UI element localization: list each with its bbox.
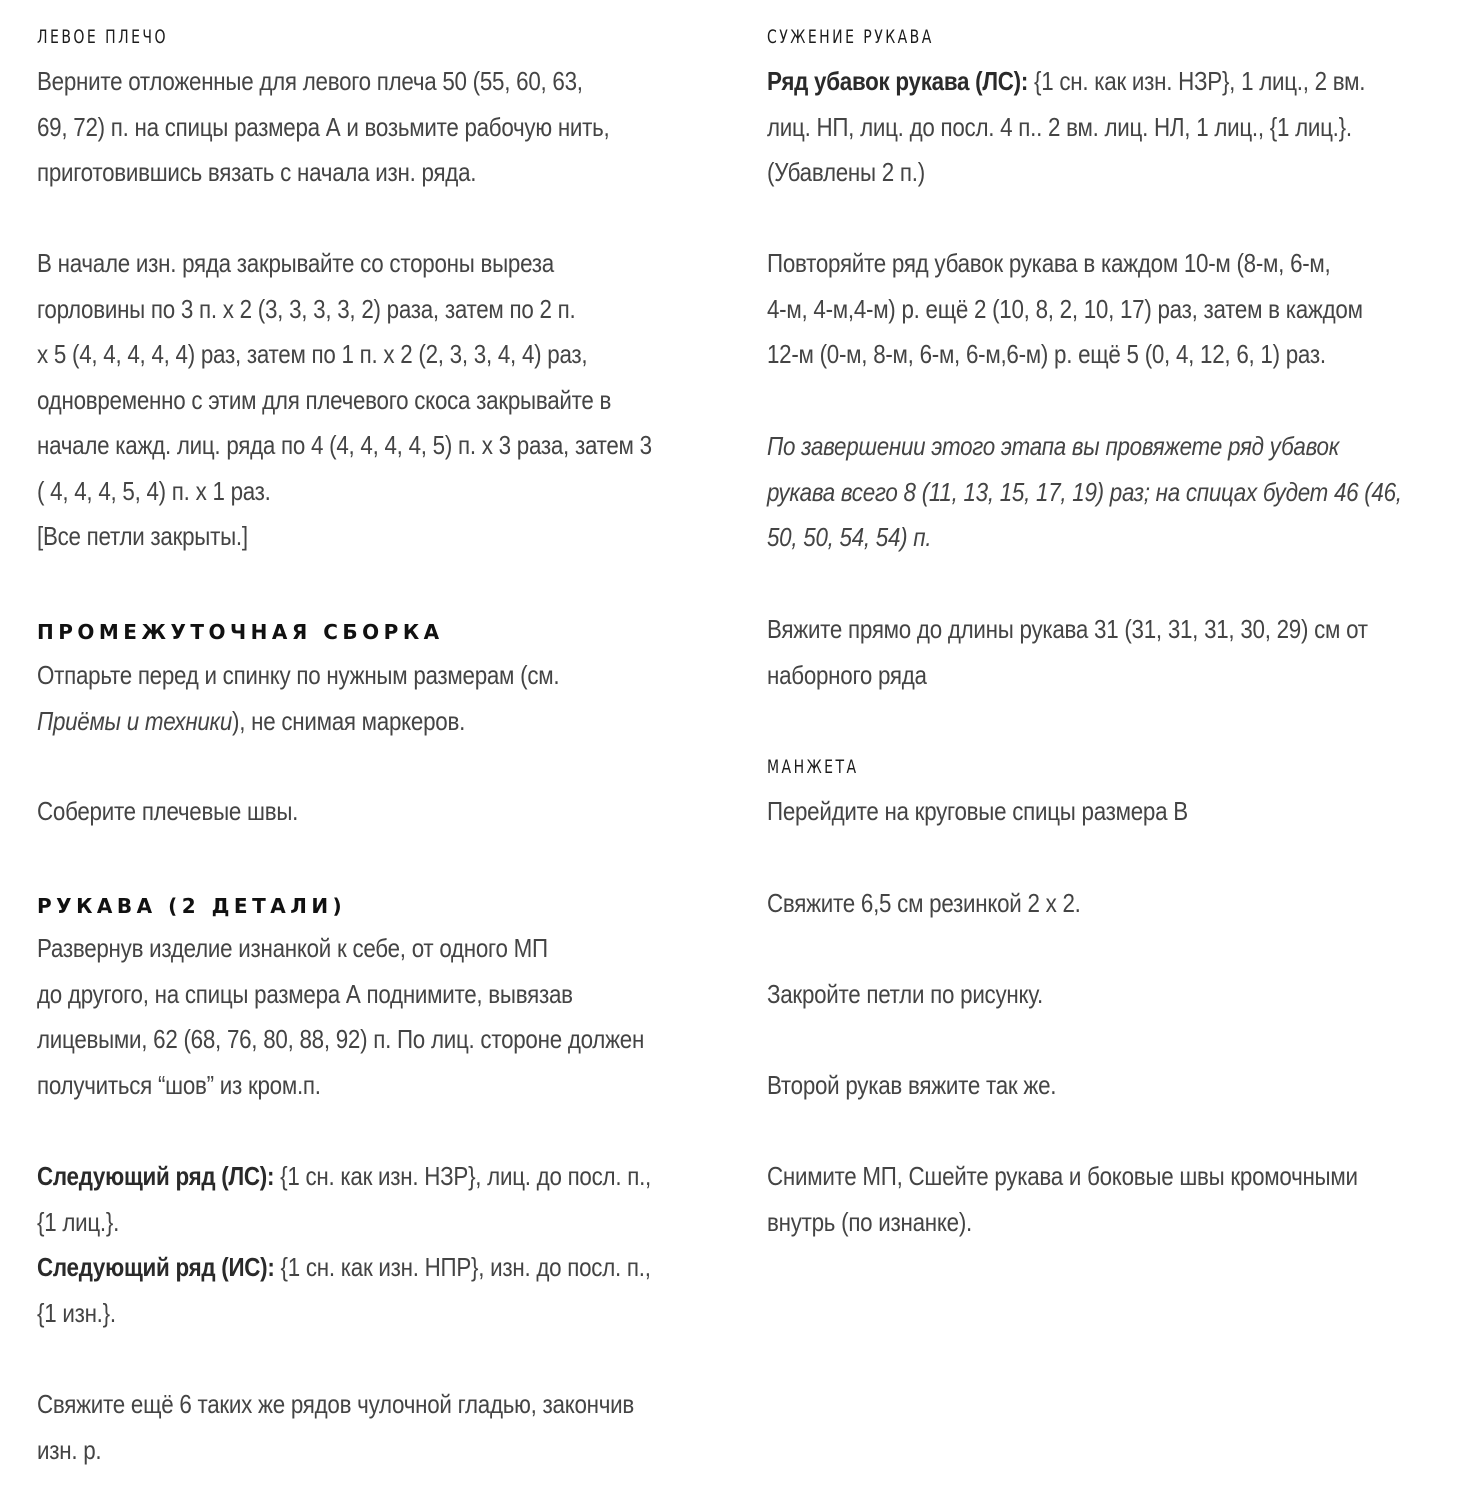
cuff-needles-text: Перейдите на круговые спицы размера В [767, 796, 1188, 826]
ws-row-label: Следующий ряд (ИС): [37, 1252, 275, 1282]
rs-row-label: Следующий ряд (ЛС): [37, 1161, 275, 1191]
repeat-decrease-text: Повторяйте ряд убавок рукава в каждом 10-м (8-м, 6-м, 4-м, 4-м,4-м) р. ещё 2 (10, 8, 2, 10, 17) раз, затем в каждом 12-м (0-м, 8-м, 6-м, 6-м,6-м) р. ещё 5 (0, 4, 12, 6, 1) раз. [767, 248, 1363, 369]
cuff-bindoff-text: Закройте петли по рисунку. [767, 979, 1043, 1009]
decrease-row-text: Ряд убавок рукава (ЛС): {1 сн. как изн. НЗР}, 1 лиц., 2 вм. лиц. НП, лиц. до посл. 4 п.. 2 вм. лиц. НЛ, 1 лиц., {1 лиц.}. (Убавлены 2 п.) [767, 66, 1366, 187]
sleeves-text: Развернув изделие изнанкой к себе, от одного МП до другого, на спицы размера А поднимите, вывязав лицевыми, 62 (68, 76, 80, 88, 92) п. По лиц. стороне должен получиться “шов” из кром.п. [37, 933, 645, 1100]
row-instructions: Следующий ряд (ЛС): {1 сн. как изн. НЗР}, лиц. до посл. п., {1 лиц.}. Следующий ряд (ИС): {1 сн. как изн. НПР}, изн. до посл. п., {1 изн.}. [37, 1161, 651, 1328]
bind-off-text: В начале изн. ряда закрывайте со стороны выреза горловины по 3 п. х 2 (3, 3, 3, 3, 2) раза, затем по 2 п. х 5 (4, 4, 4, 4, 4) раз, затем по 1 п. х 2 (2, 3, 3, 4, 4) раз, одновременно с этим для плечевого скоса закрывайте в начале кажд. лиц. ряда по 4 (4, 4, 4, 4, 5) п. х 3 раза, затем 3 ( 4, 4, 4, 5, 4) п. х 1 раз. [Все петли закрыты.] [37, 248, 652, 551]
second-sleeve-text: Второй рукав вяжите так же. [767, 1070, 1057, 1100]
cuff-ribbing-text: Свяжите 6,5 см резинкой 2 х 2. [767, 888, 1081, 918]
decrease-row-label: Ряд убавок рукава (ЛС): [767, 66, 1029, 96]
shoulder-seams-text: Соберите плечевые швы. [37, 796, 299, 826]
assembly-text: Отпарьте перед и спинку по нужным размерам (см. Приёмы и техники), не снимая маркеров. [37, 660, 560, 736]
straight-knit-text: Вяжите прямо до длины рукава 31 (31, 31, 31, 30, 29) см от наборного ряда [767, 614, 1368, 690]
finishing-text: Снимите МП, Сшейте рукава и боковые швы кромочными внутрь (по изнанке). [767, 1161, 1358, 1237]
cuff-heading: МАНЖЕТА [767, 756, 859, 778]
sleeves-heading: РУКАВА (2 ДЕТАЛИ) [37, 894, 347, 918]
sleeve-shaping-heading: СУЖЕНИЕ РУКАВА [767, 26, 934, 48]
left-shoulder-heading: ЛЕВОЕ ПЛЕЧО [37, 26, 168, 48]
left-shoulder-text: Верните отложенные для левого плеча 50 (55, 60, 63, 69, 72) п. на спицы размера А и возьмите рабочую нить, приготовившись вязать с начала изн. ряда. [37, 66, 610, 187]
assembly-heading: ПРОМЕЖУТОЧНАЯ СБОРКА [37, 620, 444, 644]
assembly-reference: Приёмы и техники [37, 705, 233, 736]
summary-note: По завершении этого этапа вы провяжете ряд убавок рукава всего 8 (11, 13, 15, 17, 19) раз; на спицах будет 46 (46, 50, 50, 54, 54) п. [767, 431, 1402, 552]
stockinette-text: Свяжите ещё 6 таких же рядов чулочной гладью, закончив изн. р. [37, 1389, 635, 1465]
